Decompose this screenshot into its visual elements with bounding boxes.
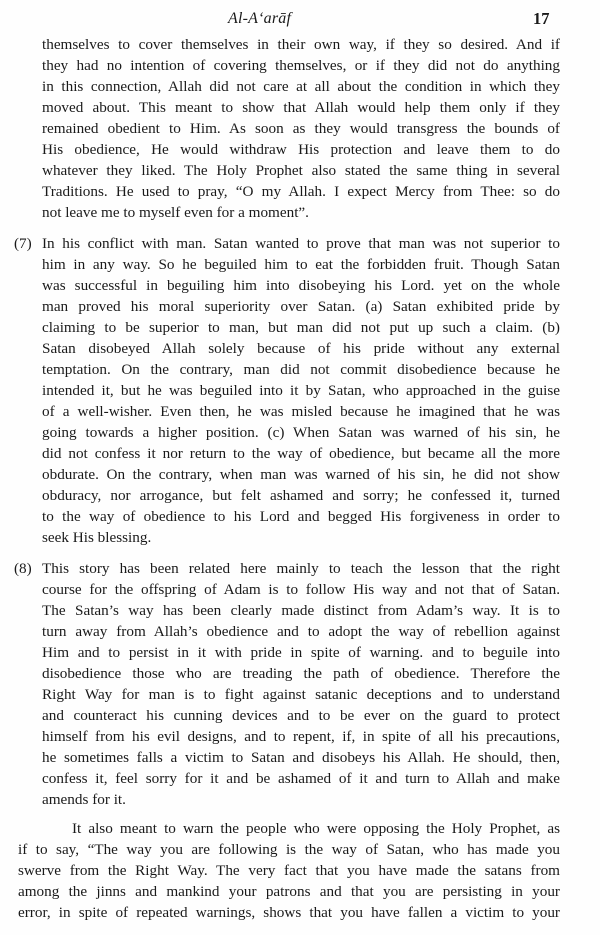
text-line: themselves to cover themselves in their own way, if they so desired. And if [42, 36, 560, 53]
text-line: obduracy, nor arrogance, but felt ashamed and sorry; he confessed it, turned [42, 487, 560, 504]
text-line: in this connection, Allah did not care at all about the condition in which they [42, 78, 560, 95]
note-8 [14, 558, 560, 810]
text-line: Satan disobeyed Allah solely because of his pride without any external [42, 340, 560, 357]
text-line: obdurate. On the contrary, when man was warned of his sin, he did not show [42, 466, 560, 483]
text-line: In his conflict with man. Satan wanted to prove that man was not superior to [42, 235, 560, 252]
text-line: This story has been related here mainly to teach the lesson that the right [42, 560, 560, 577]
paragraph-continuation [42, 34, 560, 223]
paragraph-indented [18, 818, 560, 923]
text-line: they had no intention of covering themselves, or if they did not do anything [42, 57, 560, 74]
text-line: swerve from the Right Way. The very fact that you have made the satans from [18, 862, 560, 879]
text-line: not leave me to myself even for a moment”. [42, 204, 309, 221]
text-line: Right Way for man is to fight against satanic deceptions and to understand [42, 686, 560, 703]
text-line: him in any way. So he beguiled him to eat the forbidden fruit. Though Satan [42, 256, 560, 273]
text-line: going towards a higher position. (c) When Satan was warned of his sin, he [42, 424, 560, 441]
text-line: It also meant to warn the people who were opposing the Holy Prophet, as [72, 820, 560, 837]
text-line: temptation. On the contrary, man did not commit disobedience because he [42, 361, 560, 378]
text-line: he sometimes falls a victim to Satan and disobeys his Allah. He should, then, [42, 749, 560, 766]
text-line: to the way of obedience to his Lord and begged His forgiveness in order to [42, 508, 560, 525]
text-line: among the jinns and mankind your patrons and that you are persisting in your [18, 883, 560, 900]
text-line: remained obedient to Him. As soon as they would transgress the bounds of [42, 120, 560, 137]
text-line: confess it, feel sorry for it and be ashamed of it and turn to Allah and make [42, 770, 560, 787]
text-line: whatever they liked. The Holy Prophet also stated the same thing in several [42, 162, 560, 179]
text-line: His obedience, He would withdraw His protection and leave them to do [42, 141, 560, 158]
text-line: man proved his moral superiority over Satan. (a) Satan exhibited pride by [42, 298, 560, 315]
running-head [0, 8, 600, 32]
text-line: amends for it. [42, 791, 126, 808]
text-line: Him and to persist in it with pride in spite of warning. and to beguile into [42, 644, 560, 661]
text-line: of a well-wisher. Even then, he was misled because he imagined that he was [42, 403, 560, 420]
text-line: himself from his evil designs, and to repent, if, in spite of all his precautions, [42, 728, 560, 745]
running-title: Al-A‘arāf [228, 10, 292, 27]
text-line: The Satan’s way has been clearly made distinct from Adam’s way. It is to [42, 602, 560, 619]
page-number: 17 [533, 9, 550, 28]
text-line: claiming to be superior to man, but man did not put up such a claim. (b) [42, 319, 560, 336]
text-line: was successful in beguiling him into disobeying his Lord. yet on the whole [42, 277, 560, 294]
note-number: (7) [14, 235, 32, 252]
text-line: error, in spite of repeated warnings, shows that you have fallen a victim to your [18, 904, 560, 921]
text-line: and counteract his cunning devices and to be ever on the guard to protect [42, 707, 560, 724]
text-line: Traditions. He used to pray, “O my Allah. I expect Mercy from Thee: so do [42, 183, 560, 200]
text-line: course for the offspring of Adam is to follow His way and not that of Satan. [42, 581, 560, 598]
text-line: turn away from Allah’s obedience and to adopt the way of rebellion against [42, 623, 560, 640]
text-line: intended it, but he was beguiled into it by Satan, who approached in the guise [42, 382, 560, 399]
note-number: (8) [14, 560, 32, 577]
text-line: seek His blessing. [42, 529, 152, 546]
text-line: did not confess it nor return to the way of obedience, but became all the more [42, 445, 560, 462]
note-7 [14, 233, 560, 548]
text-line: moved about. This meant to show that Allah would help them only if they [42, 99, 560, 116]
text-line: disobedience those who are treading the path of obedience. Therefore the [42, 665, 560, 682]
body-text [0, 34, 600, 923]
text-line: if to say, “The way you are following is the way of Satan, who has made you [18, 841, 560, 858]
